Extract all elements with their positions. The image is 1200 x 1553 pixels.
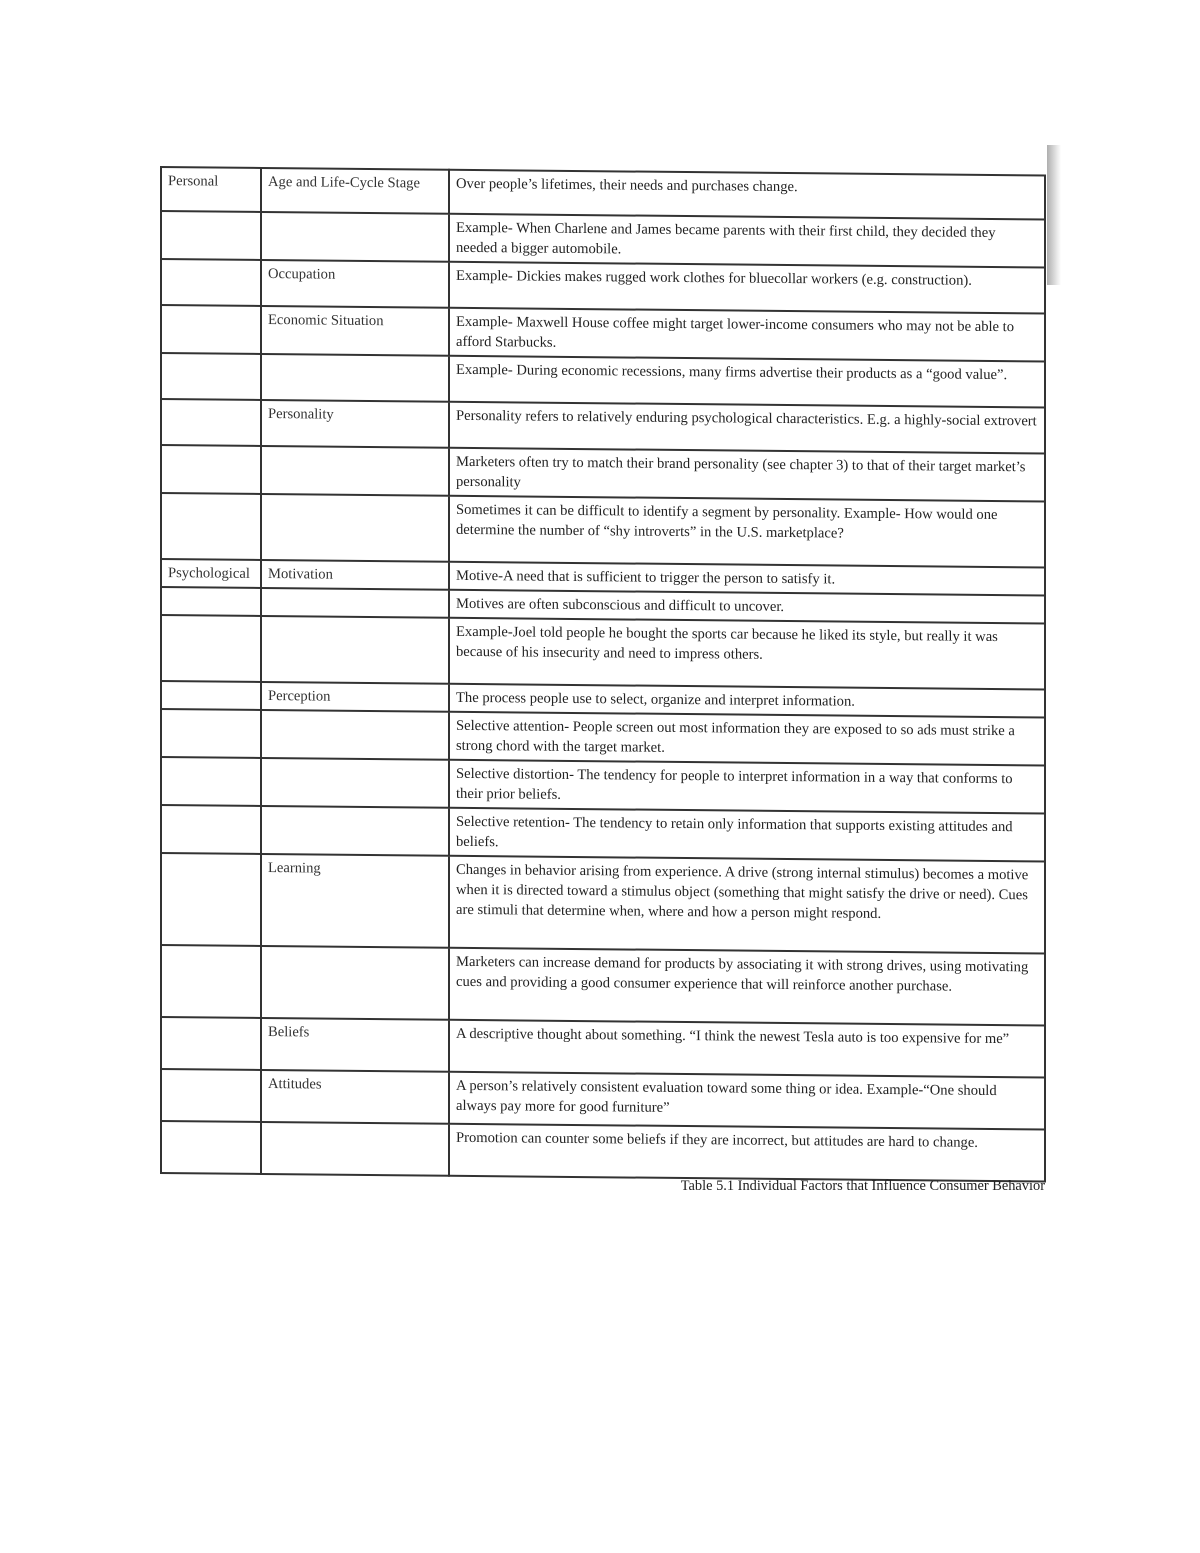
- description-cell: Selective retention- The tendency to retain only information that supports existing attitudes and beliefs.: [449, 808, 1045, 862]
- factor-cell: [261, 494, 449, 562]
- factor-cell: Learning: [261, 854, 449, 948]
- description-cell: Sometimes it can be difficult to identify a segment by personality. Example- How would one determine the number of “shy introverts” in the U.S. marketplace?: [449, 496, 1045, 568]
- table-row: [161, 945, 1045, 1025]
- factor-cell: Perception: [261, 682, 449, 712]
- table-row: [161, 211, 1045, 267]
- description-cell: Example- During economic recessions, many firms advertise their products as a “good value”.: [449, 356, 1045, 408]
- category-cell: [161, 353, 261, 400]
- factor-cell: Personality: [261, 400, 449, 448]
- factor-cell: Beliefs: [261, 1018, 449, 1072]
- individual-factors-table: [160, 166, 1046, 1183]
- description-cell: Example- Dickies makes rugged work clothes for bluecollar workers (e.g. construction).: [449, 262, 1045, 314]
- factor-cell: Age and Life-Cycle Stage: [261, 168, 449, 214]
- category-cell: Psychological: [161, 559, 261, 588]
- description-cell: Example- Maxwell House coffee might target lower-income consumers who may not be able to afford Starbucks.: [449, 308, 1045, 362]
- description-cell: Promotion can counter some beliefs if they are incorrect, but attitudes are hard to change.: [449, 1124, 1045, 1182]
- description-cell: Example- When Charlene and James became parents with their first child, they decided they needed a bigger automobile.: [449, 214, 1045, 268]
- description-cell: Motives are often subconscious and difficult to uncover.: [449, 590, 1045, 624]
- factor-cell: [261, 616, 449, 684]
- table-row: [161, 853, 1045, 953]
- description-cell: Personality refers to relatively enduring psychological characteristics. E.g. a highly-social extrovert: [449, 402, 1045, 454]
- factor-cell: [261, 354, 449, 402]
- category-cell: [161, 1017, 261, 1070]
- factor-cell: Occupation: [261, 260, 449, 308]
- page-edge-shadow: [1047, 145, 1061, 285]
- category-cell: Personal: [161, 167, 261, 212]
- factor-cell: [261, 446, 449, 496]
- description-cell: Changes in behavior arising from experience. A drive (strong internal stimulus) becomes a motive when it is directed toward a stimulus object (something that might satisfy the drive or need). Cues are stimuli that determine when, where and how a person might respond.: [449, 856, 1045, 954]
- category-cell: [161, 399, 261, 446]
- category-cell: [161, 211, 261, 260]
- category-cell: [161, 805, 261, 854]
- description-cell: Example-Joel told people he bought the sports car because he liked its style, but really it was because of his insecurity and need to impress others.: [449, 618, 1045, 690]
- description-cell: Marketers can increase demand for products by associating it with strong drives, using motivating cues and providing a good consumer experience that will reinforce another purchase.: [449, 948, 1045, 1026]
- category-cell: [161, 305, 261, 354]
- factor-cell: [261, 1122, 449, 1176]
- table-row: [161, 305, 1045, 361]
- table-row: [161, 1017, 1045, 1077]
- table-row: [161, 493, 1045, 567]
- category-cell: [161, 681, 261, 710]
- factor-cell: Attitudes: [261, 1070, 449, 1124]
- factor-cell: [261, 806, 449, 856]
- category-cell: [161, 853, 261, 946]
- category-cell: [161, 945, 261, 1018]
- table-row: [161, 805, 1045, 861]
- category-cell: [161, 1069, 261, 1122]
- category-cell: [161, 493, 261, 560]
- factor-cell: Economic Situation: [261, 306, 449, 356]
- factor-cell: [261, 212, 449, 262]
- category-cell: [161, 1121, 261, 1174]
- description-cell: The process people use to select, organize and interpret information.: [449, 684, 1045, 718]
- factor-cell: [261, 588, 449, 618]
- factor-cell: Motivation: [261, 560, 449, 590]
- factor-cell: [261, 758, 449, 808]
- table-body: [161, 167, 1045, 1181]
- factor-cell: [261, 710, 449, 760]
- description-cell: Marketers often try to match their brand personality (see chapter 3) to that of their target market’s personality: [449, 448, 1045, 502]
- description-cell: Motive-A need that is sufficient to trigger the person to satisfy it.: [449, 562, 1045, 596]
- category-cell: [161, 709, 261, 758]
- table-row: [161, 757, 1045, 813]
- category-cell: [161, 259, 261, 306]
- factor-cell: [261, 946, 449, 1020]
- table-row: [161, 1069, 1045, 1129]
- description-cell: A person’s relatively consistent evaluation toward some thing or idea. Example-“One should always pay more for good furniture”: [449, 1072, 1045, 1130]
- table-row: [161, 709, 1045, 765]
- description-cell: Selective attention- People screen out most information they are exposed to so ads must strike a strong chord with the target market.: [449, 712, 1045, 766]
- description-cell: Over people’s lifetimes, their needs and purchases change.: [449, 170, 1045, 220]
- table-row: [161, 445, 1045, 501]
- category-cell: [161, 445, 261, 494]
- description-cell: Selective distortion- The tendency for people to interpret information in a way that conforms to their prior beliefs.: [449, 760, 1045, 814]
- factors-table-container: [160, 166, 1044, 1182]
- category-cell: [161, 587, 261, 616]
- table-row: [161, 1121, 1045, 1181]
- table-row: [161, 615, 1045, 689]
- table-caption: Table 5.1 Individual Factors that Influence Consumer Behavior: [680, 1178, 1045, 1194]
- category-cell: [161, 757, 261, 806]
- category-cell: [161, 615, 261, 682]
- description-cell: A descriptive thought about something. “I think the newest Tesla auto is too expensive for me”: [449, 1020, 1045, 1078]
